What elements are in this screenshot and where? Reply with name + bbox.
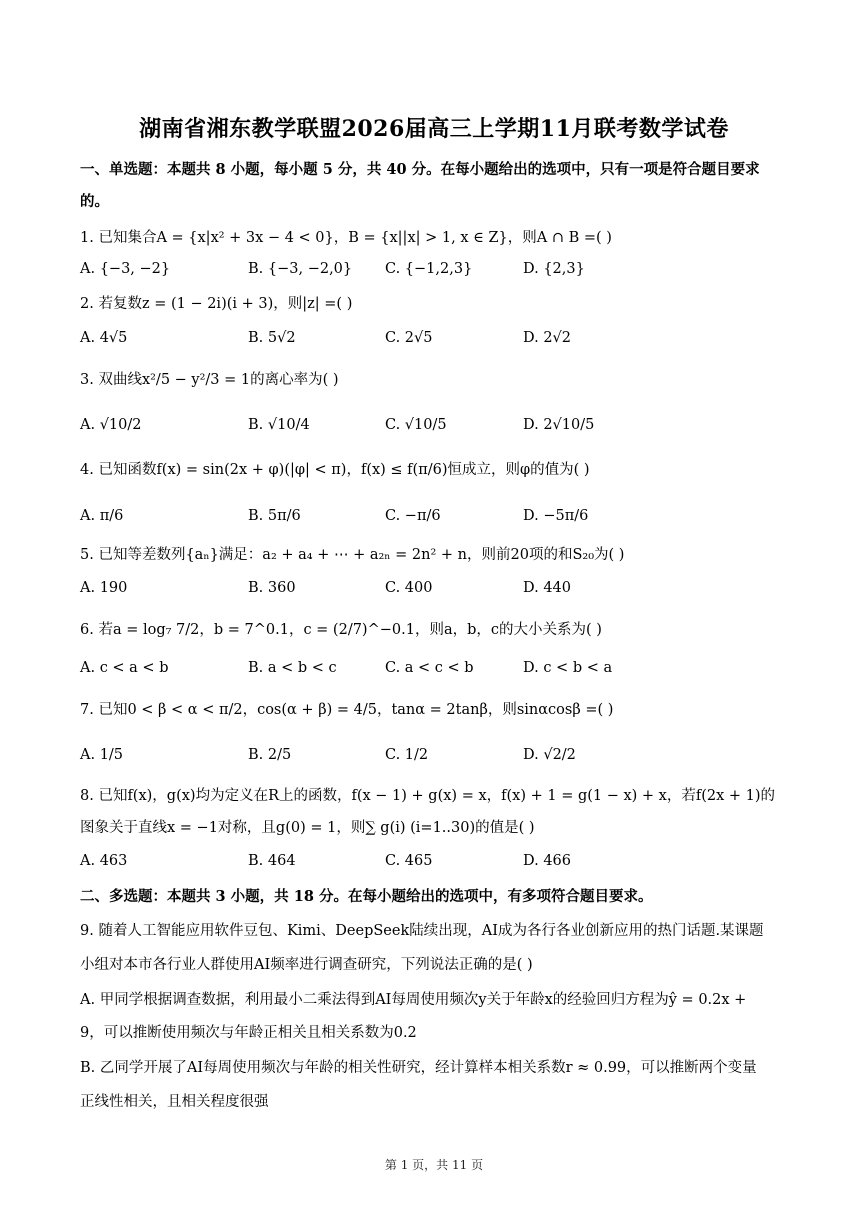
question-4-stem: 4. 已知函数f(x) = sin(2x + φ)(|φ| < π)，f(x) ≤ f(π/6)恒成立，则φ的值为( ) xyxy=(80,462,590,478)
option-c: C. 465 xyxy=(385,853,433,869)
question-9-option-a-line2: 9，可以推断使用频次与年龄正相关且相关系数为0.2 xyxy=(80,1025,417,1041)
question-9-stem-line2: 小组对本市各行业人群使用AI频率进行调查研究，下列说法正确的是( ) xyxy=(80,957,533,973)
question-8-options xyxy=(80,853,780,875)
option-b: B. a < b < c xyxy=(248,660,337,676)
option-d: D. √2/2 xyxy=(523,747,576,763)
option-c: C. a < c < b xyxy=(385,660,474,676)
option-d: D. c < b < a xyxy=(523,660,613,676)
section1-header-line1: 一、单选题：本题共 8 小题，每小题 5 分，共 40 分。在每小题给出的选项中，只有一项是符合题目要求 xyxy=(80,161,760,178)
question-7-stem: 7. 已知0 < β < α < π/2，cos(α + β) = 4/5，tanα = 2tanβ，则sinαcosβ =( ) xyxy=(80,702,614,718)
option-b: B. {−3, −2,0} xyxy=(248,261,353,277)
question-6-options xyxy=(80,660,780,682)
option-a: A. c < a < b xyxy=(80,660,169,676)
option-b: B. 5√2 xyxy=(248,330,296,346)
option-c: C. 400 xyxy=(385,580,433,596)
question-1-stem: 1. 已知集合A = {x|x² + 3x − 4 < 0}，B = {x||x| > 1, x ∈ Z}，则A ∩ B =( ) xyxy=(80,230,612,246)
question-3-options xyxy=(80,417,780,439)
question-6-stem: 6. 若a = log₇ 7/2，b = 7^0.1，c = (2/7)^−0.1，则a，b，c的大小关系为( ) xyxy=(80,622,602,638)
section1-header-line2: 的。 xyxy=(80,193,109,210)
option-b: B. 360 xyxy=(248,580,296,596)
page-footer: 第 1 页，共 11 页 xyxy=(384,1158,484,1172)
page-title: 湖南省湘东教学联盟2026届高三上学期11月联考数学试卷 xyxy=(139,116,729,142)
question-3-stem: 3. 双曲线x²/5 − y²/3 = 1的离心率为( ) xyxy=(80,372,339,388)
question-2-stem: 2. 若复数z = (1 − 2i)(i + 3)，则|z| =( ) xyxy=(80,296,353,312)
option-a: A. √10/2 xyxy=(80,417,142,433)
section2-header: 二、多选题：本题共 3 小题，共 18 分。在每小题给出的选项中，有多项符合题目要求。 xyxy=(80,888,653,905)
option-d: D. −5π/6 xyxy=(523,508,589,524)
option-d: D. 440 xyxy=(523,580,572,596)
option-b: B. 5π/6 xyxy=(248,508,301,524)
option-c: C. √10/5 xyxy=(385,417,447,433)
option-d: D. 2√10/5 xyxy=(523,417,595,433)
option-a: A. {−3, −2} xyxy=(80,261,171,277)
question-8-stem-line1: 8. 已知f(x)，g(x)均为定义在R上的函数，f(x − 1) + g(x) = x，f(x) + 1 = g(1 − x) + x，若f(2x + 1)的 xyxy=(80,788,776,804)
question-9-option-b-line1: B. 乙同学开展了AI每周使用频次与年龄的相关性研究，经计算样本相关系数r ≈ 0.99，可以推断两个变量 xyxy=(80,1060,757,1076)
option-a: A. 4√5 xyxy=(80,330,128,346)
option-d: D. {2,3} xyxy=(523,261,585,277)
question-5-stem: 5. 已知等差数列{aₙ}满足：a₂ + a₄ + ⋯ + a₂ₙ = 2n² + n，则前20项的和S₂₀为( ) xyxy=(80,547,625,563)
question-8-stem-line2: 图象关于直线x = −1对称，且g(0) = 1，则∑ g(i) (i=1..30)的值是( ) xyxy=(80,820,535,836)
option-b: B. 2/5 xyxy=(248,747,292,763)
option-d: D. 2√2 xyxy=(523,330,572,346)
option-b: B. √10/4 xyxy=(248,417,310,433)
option-b: B. 464 xyxy=(248,853,296,869)
option-a: A. 1/5 xyxy=(80,747,124,763)
question-1-options xyxy=(80,261,780,283)
option-d: D. 466 xyxy=(523,853,572,869)
option-c: C. 1/2 xyxy=(385,747,429,763)
question-9-option-a-line1: A. 甲同学根据调查数据，利用最小二乘法得到AI每周使用频次y关于年龄x的经验回归方程为ŷ = 0.2x + xyxy=(80,992,747,1008)
question-5-options xyxy=(80,580,780,602)
option-c: C. −π/6 xyxy=(385,508,441,524)
question-2-options xyxy=(80,330,780,352)
option-a: A. 463 xyxy=(80,853,128,869)
option-a: A. π/6 xyxy=(80,508,124,524)
question-7-options xyxy=(80,747,780,769)
option-a: A. 190 xyxy=(80,580,128,596)
question-9-option-b-line2: 正线性相关，且相关程度很强 xyxy=(80,1094,269,1110)
option-c: C. 2√5 xyxy=(385,330,433,346)
question-9-stem-line1: 9. 随着人工智能应用软件豆包、Kimi、DeepSeek陆续出现，AI成为各行各业创新应用的热门话题.某课题 xyxy=(80,923,764,939)
question-4-options xyxy=(80,508,780,530)
option-c: C. {−1,2,3} xyxy=(385,261,473,277)
